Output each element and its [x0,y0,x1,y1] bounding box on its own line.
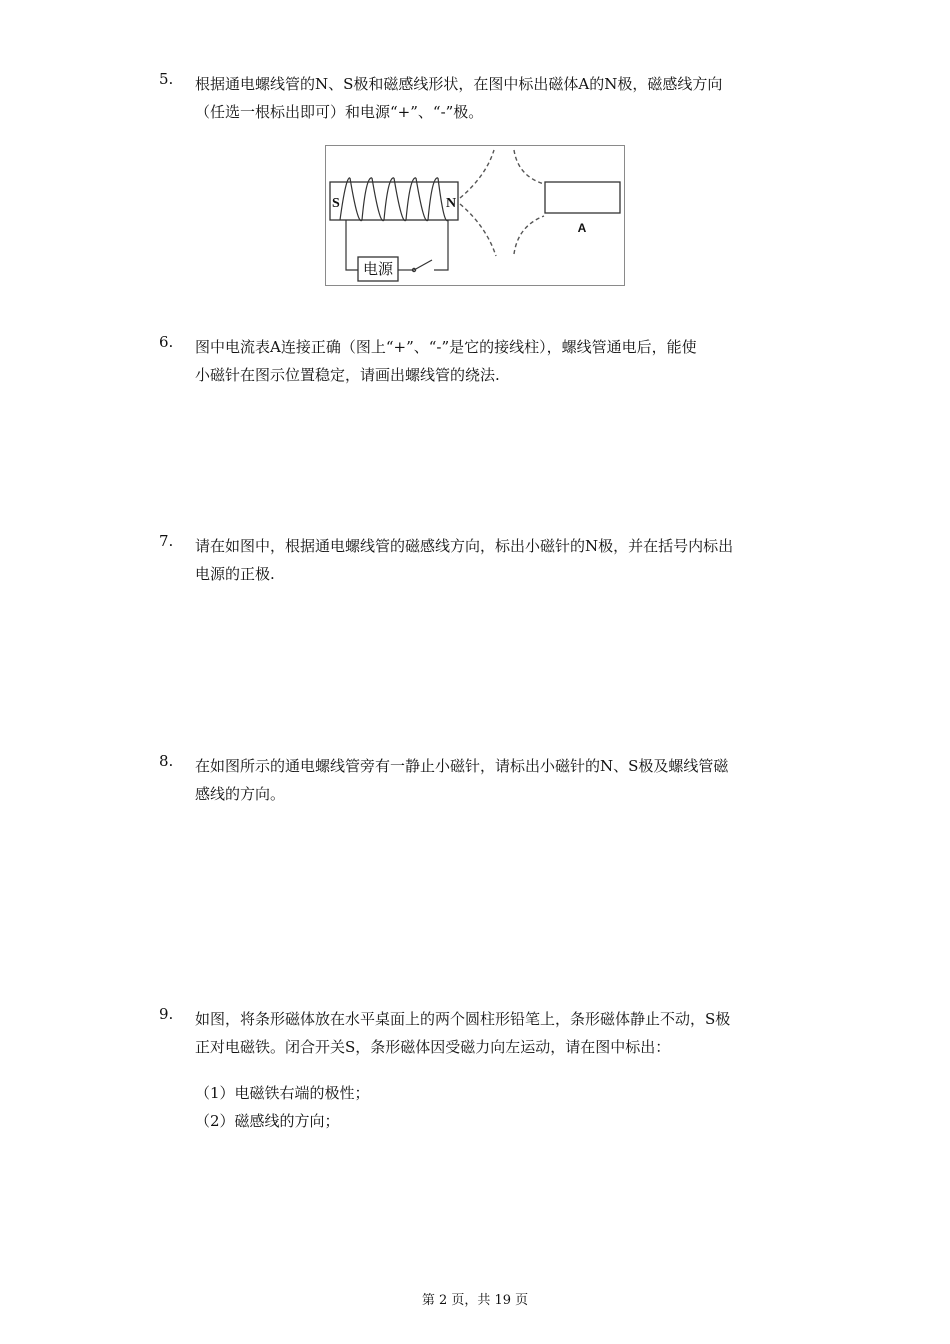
question-text [195,1005,799,1135]
question-line: 正对电磁铁。闭合开关S，条形磁体因受磁力向左运动，请在图中标出： [195,1038,671,1056]
question-line: 图中电流表A连接正确（图上“+”、“-”是它的接线柱），螺线管通电后，能使 [195,338,697,356]
subitem-list [195,1079,799,1135]
question-8 [159,752,799,808]
solenoid-figure [325,145,625,286]
question-line: 感线的方向。 [195,785,286,803]
question-line: 根据通电螺线管的N、S极和磁感线形状，在图中标出磁体A的N极，磁感线方向 [195,75,723,93]
question-number: 9. [159,1005,174,1023]
question-line: 如图，将条形磁体放在水平桌面上的两个圆柱形铅笔上，条形磁体静止不动，S极 [195,1010,731,1028]
question-line: 在如图所示的通电螺线管旁有一静止小磁针，请标出小磁针的N、S极及螺线管磁 [195,757,729,775]
question-line: 请在如图中，根据通电螺线管的磁感线方向，标出小磁针的N极，并在括号内标出 [195,537,734,555]
question-9 [159,1005,799,1135]
question-number: 6. [159,333,174,351]
question-line: 电源的正极. [195,565,275,583]
power-label: 电源 [362,260,394,278]
question-text [195,333,799,389]
question-text [195,752,799,808]
magnet-a [545,182,620,213]
question-7 [159,532,799,588]
page-footer: 第 2 页，共 19 页 [421,1293,529,1308]
field-lines [460,150,544,256]
question-text [195,70,799,126]
subitem: （1）电磁铁右端的极性； [195,1084,370,1102]
question-5 [159,70,799,126]
question-text [195,532,799,588]
question-line: 小磁针在图示位置稳定，请画出螺线管的绕法. [195,366,500,384]
pole-s-label: S [332,196,340,211]
question-number: 5. [159,70,174,88]
magnet-a-label: A [577,221,587,235]
question-number: 7. [159,532,174,550]
question-line: （任选一根标出即可）和电源“+”、“-”极。 [195,103,484,121]
coil-windings [340,178,448,221]
pole-n-label: N [446,196,457,211]
question-6 [159,333,799,389]
subitem: （2）磁感线的方向； [195,1112,340,1130]
question-number: 8. [159,752,174,770]
